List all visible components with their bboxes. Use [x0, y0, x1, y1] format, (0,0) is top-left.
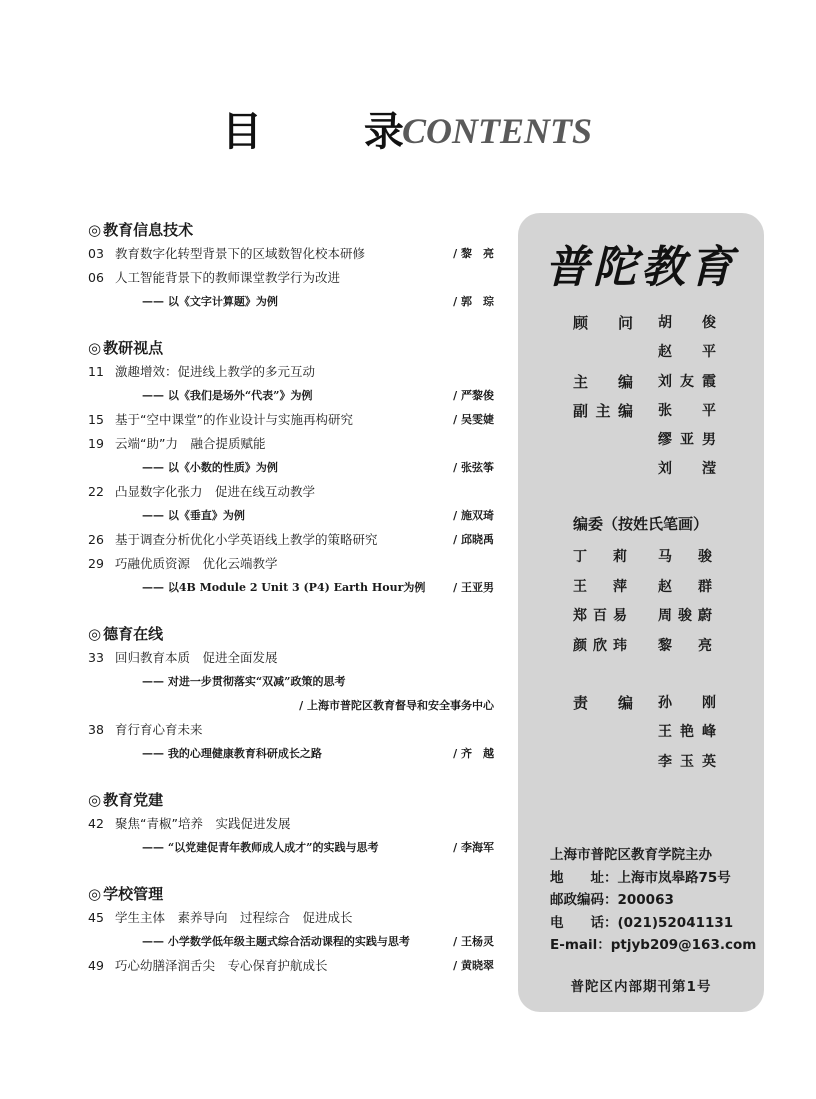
- article-author: / 郭 琮: [453, 295, 494, 308]
- staff-name: 缪亚男: [658, 432, 724, 449]
- section-heading: [88, 788, 498, 812]
- article-title: 巧心幼膳泽润舌尖 专心保育护航成长: [115, 958, 328, 973]
- toc-subtitle: [88, 456, 498, 480]
- article-subtitle: —— 以《小数的性质》为例: [142, 461, 278, 474]
- toc-entry: [88, 432, 498, 456]
- toc-entry: [88, 242, 498, 266]
- staff-name: 刘友霞: [658, 373, 724, 390]
- article-author: / 邱晓禹: [453, 533, 494, 546]
- toc-section: [88, 622, 498, 766]
- article-author: / 齐 越: [453, 747, 494, 760]
- toc-subtitle: [88, 290, 498, 314]
- toc-entry: [88, 812, 498, 836]
- article-subtitle: —— 我的心理健康教育科研成长之路: [142, 747, 322, 760]
- info-label: 上海市普陀区教育学院主办: [550, 847, 712, 863]
- editor-name: 李玉英: [658, 753, 724, 770]
- toc-subtitle: [88, 504, 498, 528]
- section-heading-text: 学校管理: [103, 885, 164, 903]
- section-heading-text: 德育在线: [103, 625, 164, 643]
- page-number: 26: [88, 532, 104, 547]
- article-title: 基于调查分析优化小学英语线上教学的策略研究: [115, 532, 378, 547]
- article-author: / 吴雯婕: [453, 413, 494, 426]
- board-member-name: 王 萍: [573, 578, 633, 595]
- toc-entry: [88, 954, 498, 978]
- bullet-circle-icon: ◎: [88, 221, 102, 239]
- section-heading: [88, 622, 498, 646]
- board-row: [573, 543, 753, 573]
- staff-row: [573, 368, 733, 397]
- article-subtitle: —— 以《文字计算题》为例: [142, 295, 278, 308]
- article-author: / 王亚男: [453, 581, 494, 594]
- editor-role: 责 编: [573, 694, 633, 712]
- page-number: 03: [88, 246, 104, 261]
- toc-entry: [88, 718, 498, 742]
- toc-entry: [88, 408, 498, 432]
- editor-name: 孙 刚: [658, 695, 724, 711]
- board-row: [573, 632, 753, 662]
- section-spacer: [88, 314, 498, 336]
- info-value: ptjyb209@163.com: [610, 937, 757, 953]
- board-member-name: 马 骏: [658, 549, 718, 565]
- publisher-info-row: [550, 889, 760, 912]
- page-number: 06: [88, 270, 104, 285]
- page-number: 29: [88, 556, 104, 571]
- bullet-circle-icon: ◎: [88, 339, 102, 357]
- info-label: 电 话：: [550, 914, 618, 931]
- article-subtitle: —— 以4B Module 2 Unit 3 (P4) Earth Hour为例: [142, 581, 426, 594]
- board-member-name: 赵 群: [658, 578, 718, 595]
- info-value: (021)52041131: [617, 914, 734, 931]
- article-subtitle: —— 小学数学低年级主题式综合活动课程的实践与思考: [142, 935, 410, 948]
- toc-subtitle: [88, 930, 498, 954]
- article-author: / 李海军: [453, 841, 494, 854]
- editorial-board-title: 编委（按姓氏笔画）: [573, 515, 709, 533]
- staff-row: [573, 397, 733, 426]
- section-heading: [88, 336, 498, 360]
- info-value: 200063: [617, 892, 674, 908]
- issue-number: 普陀区内部期刊第1号: [570, 979, 712, 995]
- article-subtitle: —— 以《垂直》为例: [142, 509, 245, 522]
- toc-subtitle: [88, 670, 498, 694]
- bullet-circle-icon: ◎: [88, 885, 102, 903]
- article-author: / 上海市普陀区教育督导和安全事务中心: [299, 699, 494, 712]
- editor-row: [573, 748, 753, 777]
- staff-row: [573, 309, 733, 338]
- toc-subtitle: [88, 742, 498, 766]
- board-member-name: 颜欣玮: [573, 637, 633, 654]
- staff-row: [573, 455, 733, 484]
- toc-entry: [88, 552, 498, 576]
- article-title: 育行育心育未来: [115, 722, 203, 737]
- board-member-name: 黎 亮: [658, 637, 718, 654]
- article-subtitle: —— “以党建促青年教师成人成才”的实践与思考: [142, 841, 379, 854]
- toc-subtitle: [88, 384, 498, 408]
- publisher-info-row: [550, 934, 760, 957]
- page-number: 49: [88, 958, 104, 973]
- board-row: [573, 602, 753, 632]
- info-label: 邮政编码：: [550, 892, 618, 908]
- staff-role: 顾 问: [573, 314, 633, 332]
- toc-subtitle: [88, 694, 498, 718]
- bullet-circle-icon: ◎: [88, 791, 102, 809]
- page-number: 15: [88, 412, 104, 427]
- section-heading: [88, 882, 498, 906]
- staff-role: 副主编: [573, 401, 633, 420]
- toc-entry: [88, 646, 498, 670]
- journal-masthead: 普陀教育: [545, 242, 737, 293]
- section-heading-text: 教研视点: [103, 339, 164, 357]
- board-member-name: 丁 莉: [573, 549, 633, 565]
- toc-subtitle: [88, 576, 498, 600]
- article-subtitle: —— 对进一步贯彻落实“双减”政策的思考: [142, 675, 346, 688]
- info-label: E-mail：: [550, 937, 611, 953]
- editor-row: [573, 718, 753, 747]
- title-chinese: 目 录: [222, 108, 448, 155]
- article-title: 激趣增效：促进线上教学的多元互动: [115, 364, 316, 379]
- info-label: 地 址：: [550, 869, 618, 886]
- article-title: 云端“助”力 融合提质赋能: [115, 436, 266, 451]
- table-of-contents: [88, 218, 498, 978]
- staff-row: [573, 338, 733, 367]
- responsible-editor-list: [573, 689, 753, 777]
- article-subtitle: —— 以《我们是场外“代表”》为例: [142, 389, 313, 402]
- publisher-info-row: [550, 867, 760, 890]
- article-author: / 黄晓翠: [453, 959, 494, 972]
- article-author: / 黎 亮: [453, 247, 494, 260]
- article-title: 回归教育本质 促进全面发展: [115, 650, 278, 665]
- staff-name: 胡 俊: [658, 315, 724, 331]
- publisher-info: [550, 844, 760, 957]
- title-english: CONTENTS: [402, 111, 593, 151]
- page-number: 38: [88, 722, 104, 737]
- page-number: 19: [88, 436, 104, 451]
- article-title: 人工智能背景下的教师课堂教学行为改进: [115, 270, 341, 285]
- article-title: 学生主体 素养导向 过程综合 促进成长: [115, 910, 353, 925]
- section-heading-text: 教育信息技术: [103, 221, 194, 239]
- publisher-info-row: [550, 912, 760, 935]
- toc-section: [88, 882, 498, 978]
- section-spacer: [88, 766, 498, 788]
- page-number: 42: [88, 816, 104, 831]
- toc-section: [88, 336, 498, 600]
- article-title: 聚焦“青椒”培养 实践促进发展: [115, 816, 291, 831]
- toc-entry: [88, 360, 498, 384]
- editorial-board-list: [573, 543, 753, 661]
- masthead-panel: [518, 213, 764, 1012]
- toc-section: [88, 218, 498, 314]
- editor-name: 王艳峰: [658, 724, 724, 741]
- article-title: 基于“空中课堂”的作业设计与实施再构研究: [115, 412, 353, 427]
- section-spacer: [88, 860, 498, 882]
- section-heading-text: 教育党建: [103, 791, 164, 809]
- staff-name: 刘 滢: [658, 461, 724, 478]
- page-number: 11: [88, 364, 104, 379]
- staff-role: 主 编: [573, 372, 633, 391]
- staff-row: [573, 426, 733, 455]
- toc-entry: [88, 906, 498, 930]
- staff-list: [573, 309, 733, 485]
- section-heading: [88, 218, 498, 242]
- editor-row: [573, 689, 753, 718]
- article-author: / 施双琦: [453, 509, 494, 522]
- article-title: 巧融优质资源 优化云端教学: [115, 556, 278, 571]
- toc-section: [88, 788, 498, 860]
- page-number: 45: [88, 910, 104, 925]
- section-spacer: [88, 600, 498, 622]
- staff-name: 张 平: [658, 402, 724, 419]
- bullet-circle-icon: ◎: [88, 625, 102, 643]
- toc-entry: [88, 528, 498, 552]
- article-author: / 张弦筝: [453, 461, 494, 474]
- article-title: 教育数字化转型背景下的区域数智化校本研修: [115, 246, 366, 261]
- board-row: [573, 573, 753, 603]
- toc-subtitle: [88, 836, 498, 860]
- info-value: 上海市岚皋路75号: [617, 869, 731, 886]
- staff-name: 赵 平: [658, 344, 724, 361]
- article-title: 凸显数字化张力 促进在线互动教学: [115, 484, 316, 499]
- toc-entry: [88, 480, 498, 504]
- article-author: / 严黎俊: [453, 389, 494, 402]
- board-member-name: 郑百易: [573, 608, 633, 624]
- article-author: / 王杨灵: [453, 935, 494, 948]
- publisher-info-row: [550, 844, 760, 867]
- board-member-name: 周骏蔚: [658, 608, 718, 624]
- page-number: 33: [88, 650, 104, 665]
- toc-entry: [88, 266, 498, 290]
- page-number: 22: [88, 484, 104, 499]
